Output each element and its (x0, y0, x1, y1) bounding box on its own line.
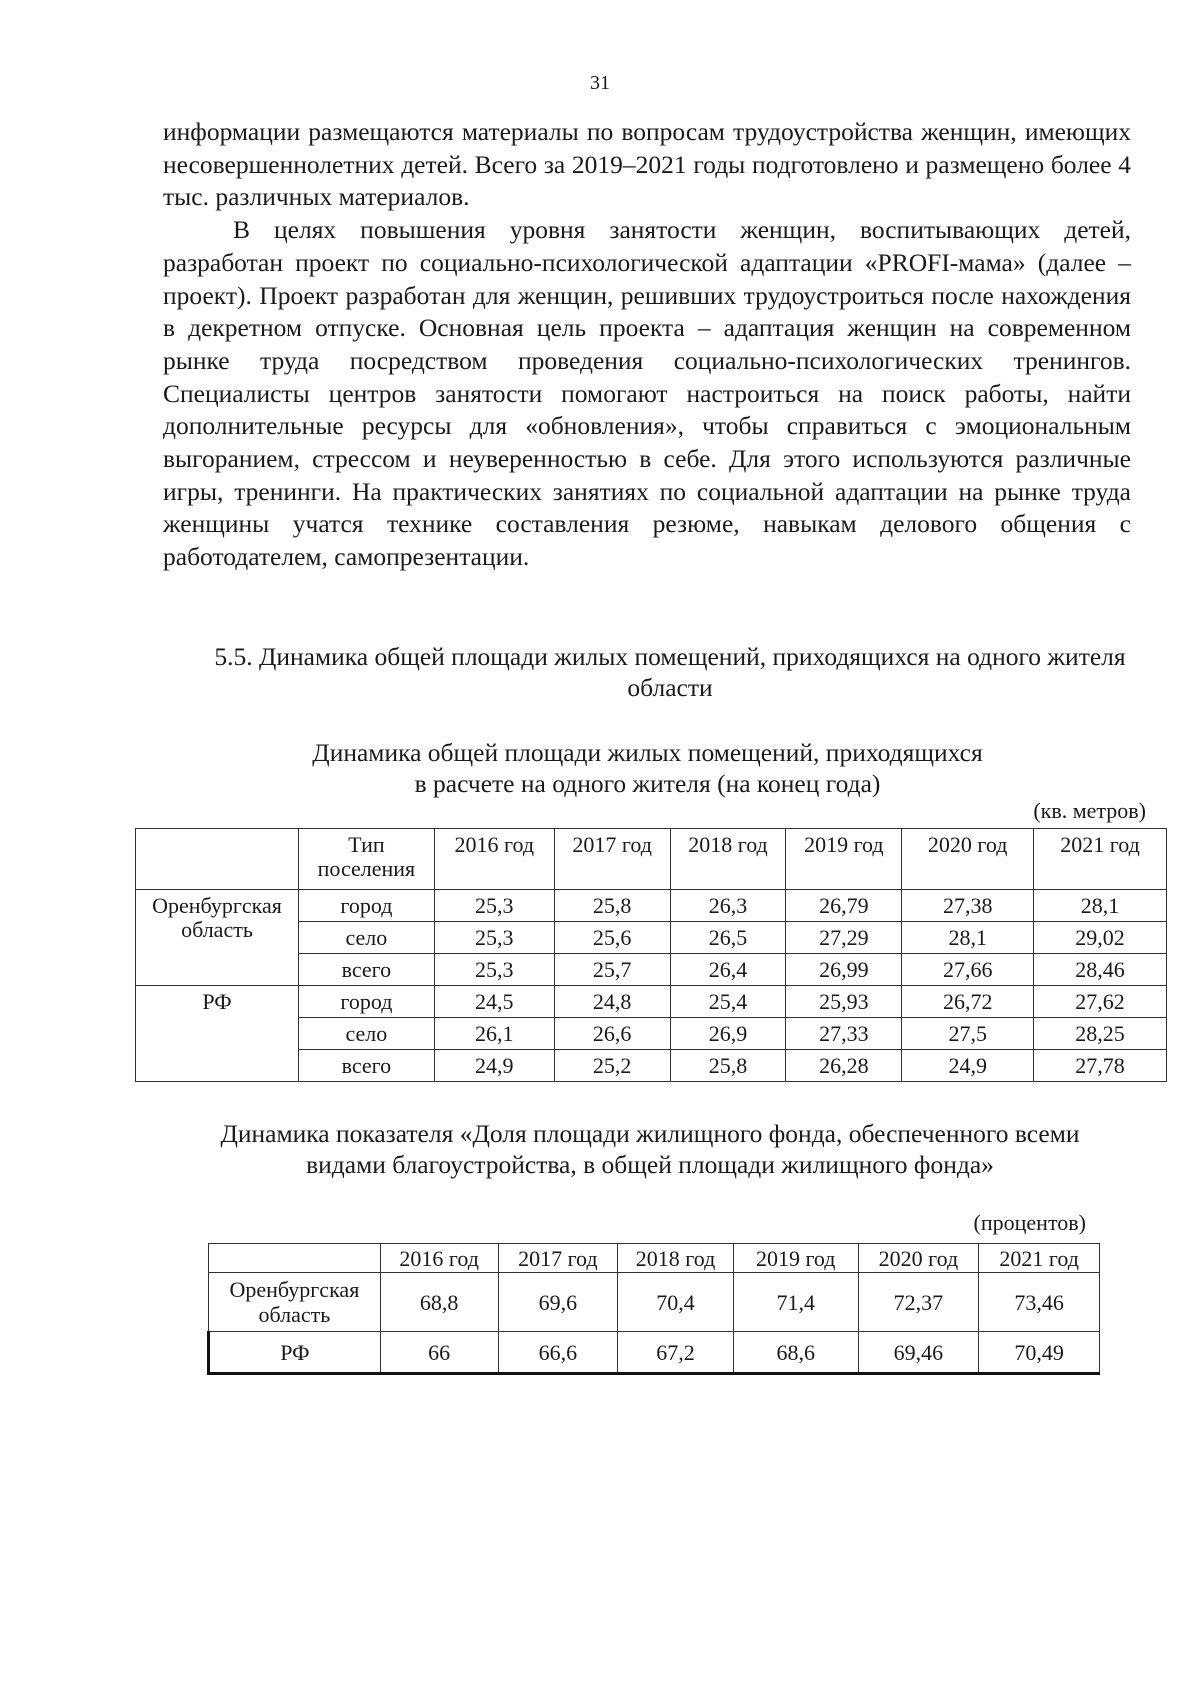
value-cell: 25,7 (554, 954, 670, 986)
table-row (209, 1273, 1100, 1332)
header-cell-year: 2018 год (618, 1244, 734, 1273)
value-cell: 26,99 (786, 954, 902, 986)
table1-caption-line: в расчете на одного жителя (на конец года) (414, 769, 881, 798)
region-cell: РФ (136, 986, 299, 1082)
value-cell: 67,2 (618, 1332, 734, 1374)
header-cell (136, 829, 299, 890)
header-cell-year: 2021 год (979, 1244, 1100, 1273)
settlement-cell: село (298, 922, 434, 954)
value-cell: 66 (380, 1332, 498, 1374)
settlement-cell: всего (298, 954, 434, 986)
value-cell: 27,29 (786, 922, 902, 954)
value-cell: 70,49 (979, 1332, 1100, 1374)
header-cell-year: 2019 год (733, 1244, 858, 1273)
value-cell: 24,9 (902, 1050, 1034, 1082)
value-cell: 28,46 (1034, 954, 1167, 986)
value-cell: 27,62 (1034, 986, 1167, 1018)
housing-amenities-table (207, 1243, 1100, 1375)
table2-units: (процентов) (973, 1210, 1086, 1235)
header-cell-year: 2017 год (498, 1244, 618, 1273)
region-cell: Оренбургская область (209, 1273, 381, 1332)
value-cell: 68,6 (733, 1332, 858, 1374)
table1-caption (160, 737, 1135, 799)
value-cell: 27,38 (902, 890, 1034, 922)
table-header-row (136, 829, 1167, 890)
value-cell: 69,6 (498, 1273, 618, 1332)
value-cell: 26,9 (670, 1018, 786, 1050)
value-cell: 25,3 (434, 890, 554, 922)
value-cell: 71,4 (733, 1273, 858, 1332)
value-cell: 27,33 (786, 1018, 902, 1050)
page-number: 31 (590, 72, 610, 94)
settlement-cell: город (298, 890, 434, 922)
value-cell: 68,8 (380, 1273, 498, 1332)
value-cell: 25,8 (670, 1050, 786, 1082)
region-cell: РФ (209, 1332, 381, 1374)
section-heading: 5.5. Динамика общей площади жилых помещений, приходящихся на одного жителя области (214, 642, 1126, 702)
value-cell: 66,6 (498, 1332, 618, 1374)
header-cell-year: 2016 год (434, 829, 554, 890)
settlement-cell: село (298, 1018, 434, 1050)
value-cell: 24,8 (554, 986, 670, 1018)
value-cell: 29,02 (1034, 922, 1167, 954)
settlement-cell: город (298, 986, 434, 1018)
value-cell: 26,28 (786, 1050, 902, 1082)
value-cell: 28,25 (1034, 1018, 1167, 1050)
value-cell: 26,6 (554, 1018, 670, 1050)
value-cell: 27,66 (902, 954, 1034, 986)
paragraph: В целях повышения уровня занятости женщин, воспитывающих детей, разработан проект по социально-психологической адаптации «PROFI-мама» (далее – проект). Проект разработан для женщин, решивших трудоустроиться после нахождения в декретном отпуске. Основная цель проекта – адаптация женщин на современном рынке труда посредством проведения социально-психологических тренингов. Специалисты центров занятости помогают настроиться на поиск работы, найти дополнительные ресурсы для «обновления», чтобы справиться с эмоциональным выгоранием, стрессом и неуверенностью в себе. Для этого используются различные игры, тренинги. На практических занятиях по социальной адаптации на рынке труда женщины учатся технике составления резюме, навыкам делового общения с работодателем, самопрезентации. (163, 215, 1131, 572)
value-cell: 28,1 (1034, 890, 1167, 922)
value-cell: 25,4 (670, 986, 786, 1018)
table1-units: (кв. метров) (1033, 798, 1146, 823)
value-cell: 27,5 (902, 1018, 1034, 1050)
value-cell: 25,3 (434, 954, 554, 986)
value-cell: 72,37 (858, 1273, 979, 1332)
header-cell-year: 2018 год (670, 829, 786, 890)
value-cell: 25,93 (786, 986, 902, 1018)
header-cell-year: 2021 год (1034, 829, 1167, 890)
value-cell: 25,6 (554, 922, 670, 954)
region-cell: Оренбургская область (136, 890, 299, 986)
value-cell: 26,72 (902, 986, 1034, 1018)
value-cell: 70,4 (618, 1273, 734, 1332)
table2-caption-line: видами благоустройства, в общей площади жилищного фонда» (306, 1150, 994, 1179)
header-cell-year: 2019 год (786, 829, 902, 890)
value-cell: 26,79 (786, 890, 902, 922)
value-cell: 25,2 (554, 1050, 670, 1082)
header-cell-year: 2020 год (858, 1244, 979, 1273)
value-cell: 24,5 (434, 986, 554, 1018)
value-cell: 26,5 (670, 922, 786, 954)
value-cell: 25,8 (554, 890, 670, 922)
header-cell-year: 2017 год (554, 829, 670, 890)
value-cell: 27,78 (1034, 1050, 1167, 1082)
body-text (163, 116, 1131, 574)
value-cell: 25,3 (434, 922, 554, 954)
table2-caption-line: Динамика показателя «Доля площади жилищного фонда, обеспеченного всеми (220, 1119, 1080, 1148)
table-row (136, 986, 1167, 1018)
settlement-cell: всего (298, 1050, 434, 1082)
paragraph: информации размещаются материалы по вопросам трудоустройства женщин, имеющих несовершеннолетних детей. Всего за 2019–2021 годы подготовлено и размещено более 4 тыс. различных материалов. (163, 117, 1131, 212)
table-header-row (209, 1244, 1100, 1273)
value-cell: 73,46 (979, 1273, 1100, 1332)
value-cell: 24,9 (434, 1050, 554, 1082)
header-cell-year: 2016 год (380, 1244, 498, 1273)
header-cell-year: 2020 год (902, 829, 1034, 890)
table-row (136, 890, 1167, 922)
value-cell: 69,46 (858, 1332, 979, 1374)
table-row (209, 1332, 1100, 1374)
table2-caption (150, 1118, 1150, 1180)
value-cell: 26,1 (434, 1018, 554, 1050)
housing-area-table (135, 828, 1167, 1082)
header-cell (209, 1244, 381, 1273)
value-cell: 26,3 (670, 890, 786, 922)
table1-caption-line: Динамика общей площади жилых помещений, приходящихся (312, 738, 983, 767)
header-cell-settlement: Тип поселения (298, 829, 434, 890)
value-cell: 28,1 (902, 922, 1034, 954)
value-cell: 26,4 (670, 954, 786, 986)
